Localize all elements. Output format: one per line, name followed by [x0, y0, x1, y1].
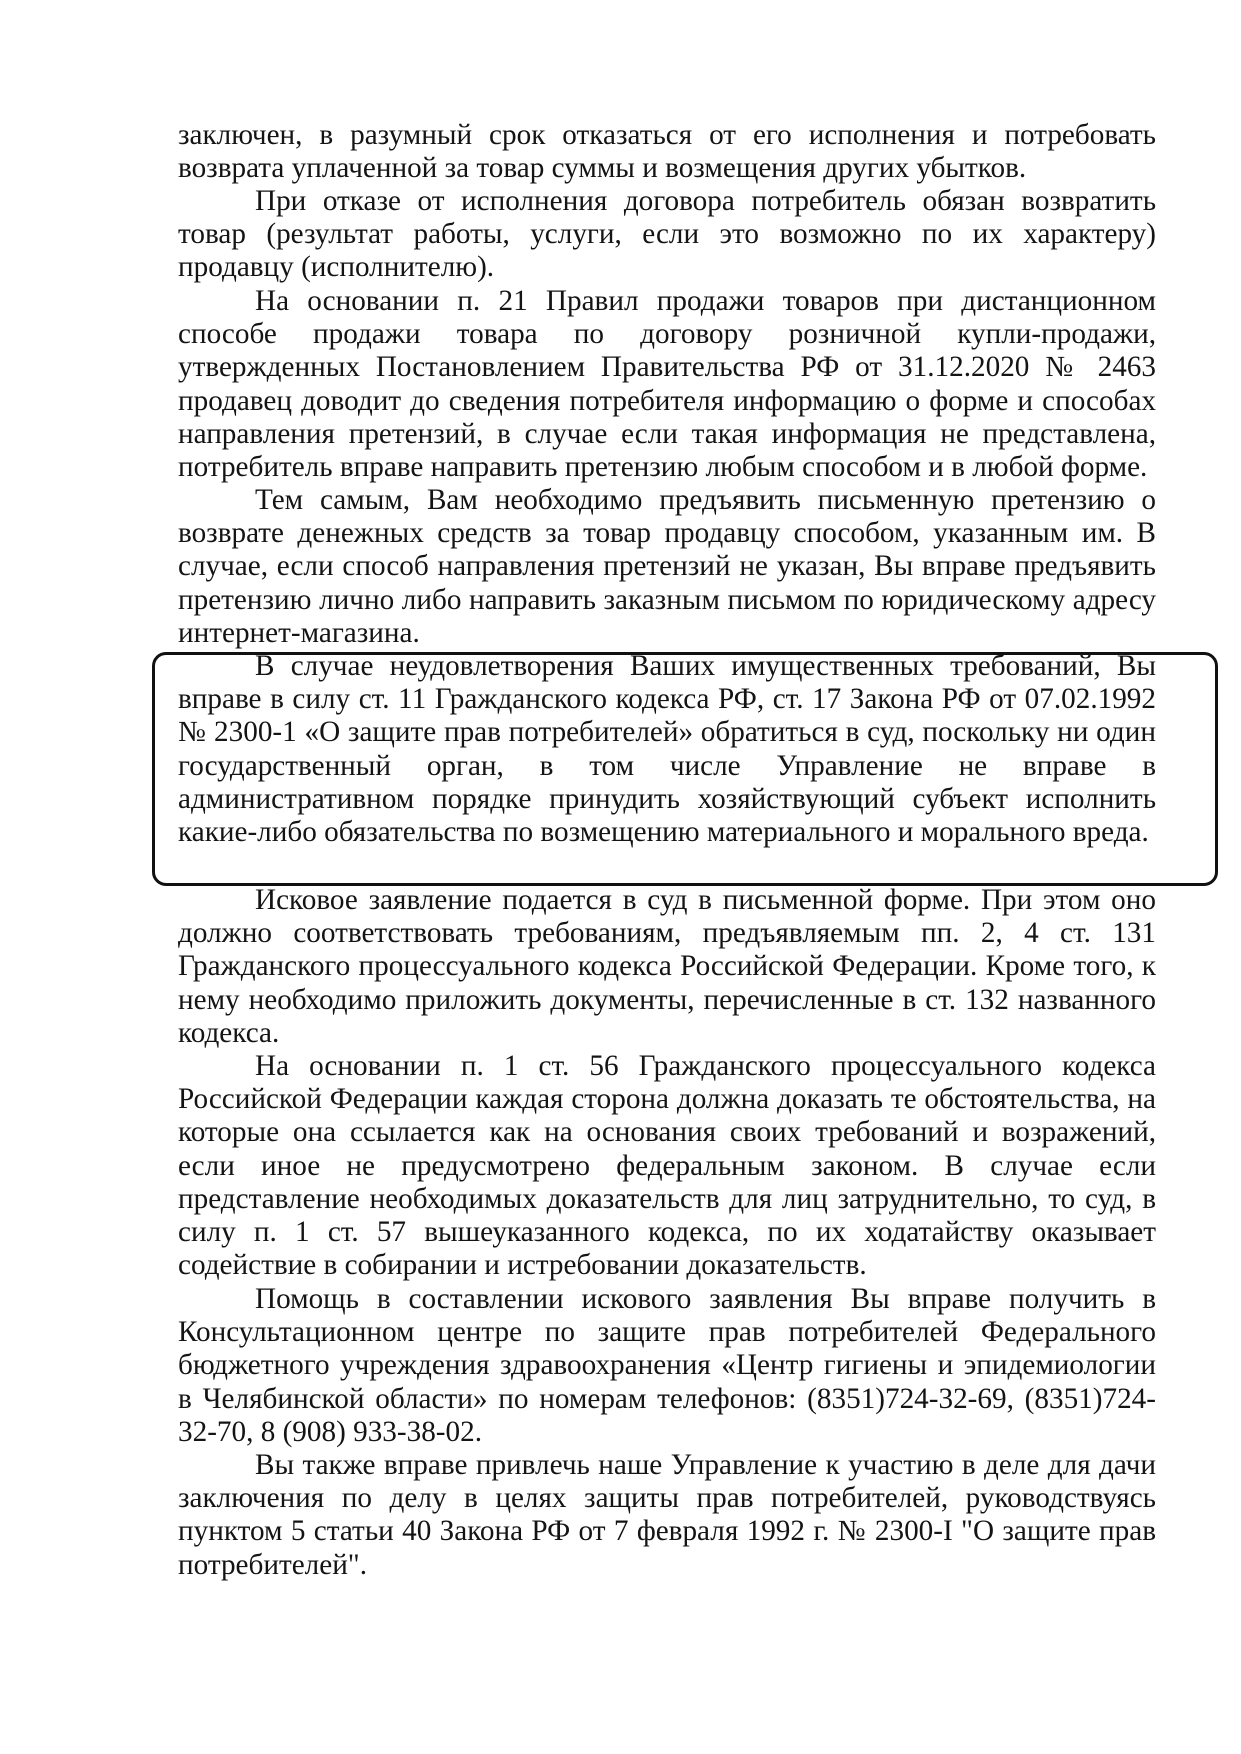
paragraph-refusal: При отказе от исполнения договора потребитель обязан возвратить товар (результат работы, услуги, если это возможно по их характеру) продавцу (исполнителю).: [178, 185, 1156, 284]
paragraph-court: В случае неудовлетворения Ваших имущественных требований, Вы вправе в силу ст. 11 Гражданского кодекса РФ, ст. 17 Закона РФ от 07.02.1992 № 2300-1 «О защите прав потребителей» обратиться в суд, поскольку ни один государственный орган, в том числе Управление не вправе в административном порядке принудить хозяйствующий субъект исполнить какие-либо обязательства по возмещению материального и морального вреда.: [178, 650, 1156, 849]
paragraph-rules: На основании п. 21 Правил продажи товаров при дистанционном способе продажи товара по договору розничной купли-продажи, утвержденных Постановлением Правительства РФ от 31.12.2020 № 2463 продавец доводит до сведения потребителя информацию о форме и способах направления претензий, в случае если такая информация не представлена, потребитель вправе направить претензию любым способом и в любой форме.: [178, 285, 1156, 484]
paragraph-continuation: заключен, в разумный срок отказаться от его исполнения и потребовать возврата уплаченной за товар суммы и возмещения других убытков.: [178, 119, 1156, 185]
paragraph-involvement: Вы также вправе привлечь наше Управление к участию в деле для дачи заключения по делу в целях защиты прав потребителей, руководствуясь пунктом 5 статьи 40 Закона РФ от 7 февраля 1992 г. № 2300-I "О защите прав потребителей".: [178, 1449, 1156, 1581]
paragraph-help: Помощь в составлении искового заявления Вы вправе получить в Консультационном центре по защите прав потребителей Федерального бюджетного учреждения здравоохранения «Центр гигиены и эпидемиологии в Челябинской области» по номерам телефонов: (8351)724-32-69, (8351)724-32-70, 8 (908) 933-38-02.: [178, 1283, 1156, 1448]
paragraph-lawsuit: Исковое заявление подается в суд в письменной форме. При этом оно должно соответствовать требованиям, предъявляемым пп. 2, 4 ст. 131 Гражданского процессуального кодекса Российской Федерации. Кроме того, к нему необходимо приложить документы, перечисленные в ст. 132 названного кодекса.: [178, 884, 1156, 1049]
paragraph-evidence: На основании п. 1 ст. 56 Гражданского процессуального кодекса Российской Федерации каждая сторона должна доказать те обстоятельства, на которые она ссылается как на основания своих требований и возражений, если иное не предусмотрено федеральным законом. В случае если представление необходимых доказательств для лиц затруднительно, то суд, в силу п. 1 ст. 57 вышеуказанного кодекса, по их ходатайству оказывает содействие в собирании и истребовании доказательств.: [178, 1050, 1156, 1282]
paragraph-claim: Тем самым, Вам необходимо предъявить письменную претензию о возврате денежных средств за товар продавцу способом, указанным им. В случае, если способ направления претензий не указан, Вы вправе предъявить претензию лично либо направить заказным письмом по юридическому адресу интернет-магазина.: [178, 484, 1156, 649]
